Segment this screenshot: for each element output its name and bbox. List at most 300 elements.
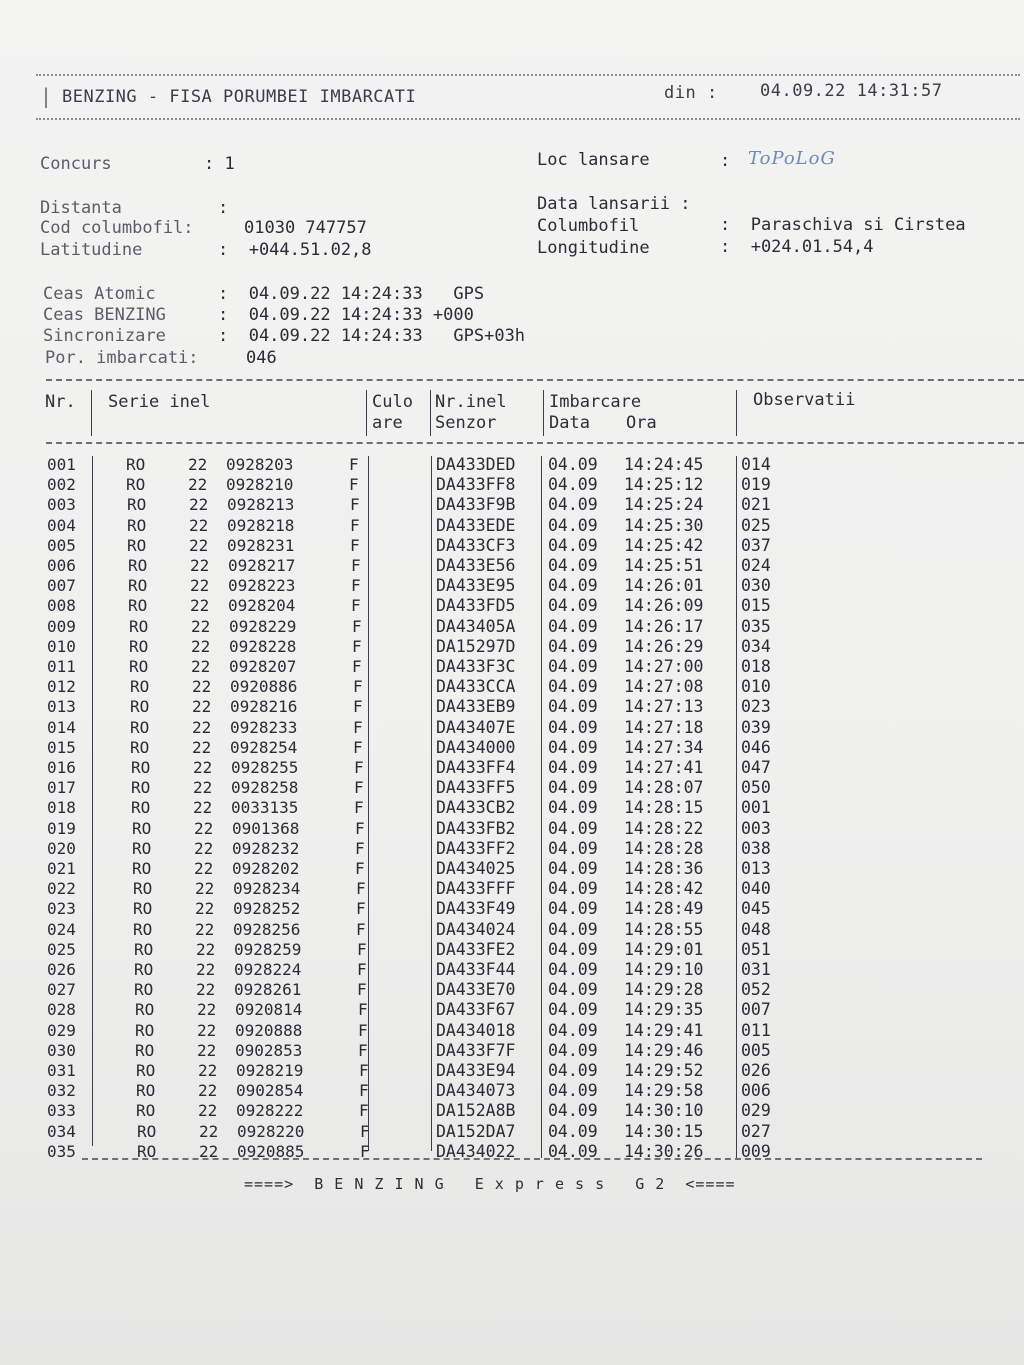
cell-time: 14:26:09 [624,596,704,615]
cell-time: 14:25:12 [624,475,704,494]
cell-date: 04.09 [548,455,598,474]
cell-obs: 018 [741,657,771,676]
cell-year: 22 [197,1041,217,1060]
cell-country: RO [133,899,153,918]
porumbei-imbarcati-value: 046 [246,348,277,368]
cell-date: 04.09 [548,516,598,535]
cell-obs: 011 [741,1021,771,1040]
col-divider-imbarcare [736,390,737,436]
cell-country: RO [134,960,154,979]
porumbei-imbarcati-label: Por. imbarcati: [45,348,199,368]
cell-senzor: DA433EB9 [436,697,516,716]
cell-year: 22 [199,1142,219,1161]
cell-senzor: DA152A8B [436,1101,516,1120]
cell-num: 0902853 [235,1041,303,1060]
cell-senzor: DA434018 [436,1021,516,1040]
cell-sex: F [358,1041,368,1060]
cell-obs: 005 [741,1041,771,1060]
cell-sex: F [350,536,360,555]
cell-year: 22 [190,596,210,615]
cell-country: RO [129,617,149,636]
table-row [0,1081,1024,1102]
cell-year: 22 [188,475,208,494]
cell-date: 04.09 [548,1000,598,1019]
cell-time: 14:28:15 [624,798,704,817]
table-row [0,697,1024,718]
table-row [0,899,1024,920]
cell-time: 14:29:52 [624,1061,704,1080]
th-data: Data [549,413,590,433]
cell-num: 0928229 [229,617,297,636]
cell-num: 0928233 [230,718,298,737]
cell-senzor: DA43407E [436,718,516,737]
cell-nr: 006 [47,556,76,575]
cell-time: 14:30:15 [624,1122,704,1141]
ceas-benzing-label: Ceas BENZING [43,305,166,325]
cell-senzor: DA433E70 [436,980,516,999]
cell-sex: F [359,1101,369,1120]
cell-sex: F [360,1142,370,1161]
cell-date: 04.09 [548,738,598,757]
cell-obs: 007 [741,1000,771,1019]
header-bottom-rule [36,118,1020,120]
cell-year: 22 [197,1000,217,1019]
cell-time: 14:28:28 [624,839,704,858]
col-divider-senzor [543,390,544,436]
cell-nr: 019 [47,819,76,838]
cell-nr: 017 [47,778,76,797]
cell-num: 0928204 [228,596,296,615]
din-value: 04.09.22 14:31:57 [760,81,943,101]
cell-date: 04.09 [548,637,598,656]
cell-year: 22 [196,980,216,999]
cell-obs: 014 [741,455,771,474]
cell-senzor: DA433F9B [436,495,516,514]
cell-time: 14:27:34 [624,738,704,757]
cell-num: 0928222 [236,1101,304,1120]
cell-nr: 015 [47,738,76,757]
cell-nr: 013 [47,697,76,716]
concurs-label: Concurs [40,154,112,174]
cell-num: 0928258 [231,778,299,797]
cell-nr: 032 [47,1081,76,1100]
cell-date: 04.09 [548,980,598,999]
cell-senzor: DA43405A [436,617,516,636]
cell-country: RO [135,1000,155,1019]
cell-nr: 001 [47,455,76,474]
cell-senzor: DA433F7F [436,1041,516,1060]
cell-obs: 009 [741,1142,771,1161]
cell-country: RO [136,1081,156,1100]
cell-senzor: DA433FF8 [436,475,516,494]
table-row [0,1000,1024,1021]
table-row [0,980,1024,1001]
cell-year: 22 [199,1122,219,1141]
cell-obs: 027 [741,1122,771,1141]
cell-year: 22 [191,657,211,676]
cell-obs: 006 [741,1081,771,1100]
cell-country: RO [131,798,151,817]
table-row [0,718,1024,739]
cell-country: RO [133,920,153,939]
cell-country: RO [129,657,149,676]
latitudine-label: Latitudine [40,240,143,260]
cell-nr: 011 [47,657,76,676]
cell-nr: 010 [47,637,76,656]
cell-num: 0928234 [233,879,301,898]
cell-sex: F [349,455,359,474]
cell-time: 14:30:26 [624,1142,704,1161]
cell-country: RO [130,738,150,757]
cell-nr: 009 [47,617,76,636]
cell-senzor: DA433EDE [436,516,516,535]
table-row [0,1021,1024,1042]
cell-date: 04.09 [548,657,598,676]
cell-num: 0928213 [227,495,295,514]
cell-date: 04.09 [548,617,598,636]
cell-sex: F [358,1021,368,1040]
cell-year: 22 [196,940,216,959]
cell-sex: F [350,516,360,535]
cell-date: 04.09 [548,920,598,939]
col-divider-culoare [430,390,431,436]
cell-obs: 040 [741,879,771,898]
cell-country: RO [131,758,151,777]
cell-sex: F [352,637,362,656]
cell-sex: F [355,859,365,878]
cell-time: 14:28:22 [624,819,704,838]
cell-country: RO [127,516,147,535]
cell-country: RO [135,1041,155,1060]
ceas-atomic-label: Ceas Atomic [43,284,156,304]
cell-obs: 045 [741,899,771,918]
cell-obs: 013 [741,859,771,878]
table-row [0,960,1024,981]
cell-time: 14:25:24 [624,495,704,514]
cell-time: 14:29:35 [624,1000,704,1019]
columbofil-label: Columbofil [537,216,640,236]
cell-senzor: DA433E95 [436,576,516,595]
cell-year: 22 [192,718,212,737]
cell-time: 14:27:08 [624,677,704,696]
cod-columbofil-value: 01030 747757 [244,218,367,238]
cell-country: RO [130,677,150,696]
cell-obs: 039 [741,718,771,737]
cell-nr: 035 [47,1142,76,1161]
cell-sex: F [351,576,361,595]
cell-date: 04.09 [548,697,598,716]
loc-lansare-handwritten: ToPoLoG [748,148,836,169]
cell-obs: 026 [741,1061,771,1080]
cell-num: 0928216 [230,697,298,716]
cell-time: 14:28:49 [624,899,704,918]
cell-nr: 034 [47,1122,76,1141]
cell-nr: 020 [47,839,76,858]
cell-obs: 030 [741,576,771,595]
cell-senzor: DA433CCA [436,677,516,696]
cell-date: 04.09 [548,536,598,555]
table-row [0,576,1024,597]
cell-sex: F [353,697,363,716]
cell-country: RO [126,455,146,474]
cell-obs: 037 [741,536,771,555]
cell-senzor: DA433F3C [436,657,516,676]
cell-num: 0928232 [232,839,300,858]
cell-nr: 012 [47,677,76,696]
header-left-bar: | [40,84,53,108]
cell-nr: 029 [47,1021,76,1040]
cell-senzor: DA434000 [436,738,516,757]
cell-senzor: DA433CF3 [436,536,516,555]
cell-year: 22 [198,1061,218,1080]
cell-sex: F [352,657,362,676]
th-serie-inel: Serie inel [108,392,211,412]
table-row [0,455,1024,476]
cell-country: RO [131,778,151,797]
distanta-value: : [218,198,229,218]
th-nr: Nr. [45,392,76,412]
ceas-benzing-value: : 04.09.22 14:24:33 +000 [218,305,474,325]
cell-country: RO [137,1122,157,1141]
table-row [0,1122,1024,1143]
cell-obs: 047 [741,758,771,777]
cell-nr: 030 [47,1041,76,1060]
cell-num: 0033135 [231,798,299,817]
cell-year: 22 [191,617,211,636]
cell-nr: 005 [47,536,76,555]
cell-num: 0928202 [232,859,300,878]
th-imbarcare: Imbarcare [549,392,642,412]
sincronizare-label: Sincronizare [43,326,166,346]
table-row [0,819,1024,840]
cell-sex: F [353,677,363,696]
cell-date: 04.09 [548,960,598,979]
cell-obs: 046 [741,738,771,757]
cell-sex: F [351,556,361,575]
cell-nr: 003 [47,495,76,514]
cell-date: 04.09 [548,576,598,595]
cell-nr: 018 [47,798,76,817]
cell-year: 22 [192,738,212,757]
cell-senzor: DA433FFF [436,879,516,898]
cell-year: 22 [198,1081,218,1100]
cell-num: 0928261 [234,980,302,999]
cell-country: RO [132,839,152,858]
cell-sex: F [352,617,362,636]
table-row [0,637,1024,658]
cell-time: 14:29:10 [624,960,704,979]
cell-country: RO [130,697,150,716]
table-header-rule [46,442,1024,444]
cell-nr: 002 [47,475,76,494]
cell-obs: 029 [741,1101,771,1120]
cell-nr: 028 [47,1000,76,1019]
cell-obs: 035 [741,617,771,636]
cell-date: 04.09 [548,1021,598,1040]
cell-sex: F [356,899,366,918]
cell-date: 04.09 [548,899,598,918]
cell-senzor: DA433FD5 [436,596,516,615]
cell-senzor: DA152DA7 [436,1122,516,1141]
cell-year: 22 [192,677,212,696]
col-divider-serie [366,390,367,436]
table-row [0,617,1024,638]
cell-date: 04.09 [548,758,598,777]
cell-year: 22 [191,637,211,656]
cell-country: RO [137,1142,157,1161]
columbofil-value: : Paraschiva si Cirstea [720,215,966,235]
distanta-label: Distanta [40,198,122,218]
cell-nr: 024 [47,920,76,939]
cell-num: 0920885 [237,1142,305,1161]
cell-time: 14:27:41 [624,758,704,777]
table-row [0,536,1024,557]
cell-date: 04.09 [548,879,598,898]
cell-nr: 007 [47,576,76,595]
cell-obs: 021 [741,495,771,514]
cell-time: 14:29:41 [624,1021,704,1040]
longitudine-value: : +024.01.54,4 [720,237,874,257]
cell-time: 14:27:18 [624,718,704,737]
cell-num: 0928224 [234,960,302,979]
table-row [0,677,1024,698]
table-row [0,1101,1024,1122]
cell-senzor: DA433CB2 [436,798,516,817]
cell-num: 0928219 [236,1061,304,1080]
cell-obs: 001 [741,798,771,817]
cell-senzor: DA433F44 [436,960,516,979]
cell-time: 14:28:07 [624,778,704,797]
cell-date: 04.09 [548,718,598,737]
cell-date: 04.09 [548,1142,598,1161]
cell-nr: 022 [47,879,76,898]
cell-sex: F [359,1081,369,1100]
din-label: din : [664,83,718,103]
cell-time: 14:29:01 [624,940,704,959]
cell-date: 04.09 [548,859,598,878]
cell-num: 0920888 [235,1021,303,1040]
concurs-value: : 1 [204,154,235,174]
cell-country: RO [128,596,148,615]
cell-sex: F [354,758,364,777]
cell-date: 04.09 [548,495,598,514]
table-row [0,778,1024,799]
cell-obs: 019 [741,475,771,494]
cell-time: 14:27:13 [624,697,704,716]
cell-senzor: DA434073 [436,1081,516,1100]
cell-senzor: DA433F49 [436,899,516,918]
sincronizare-value: : 04.09.22 14:24:33 GPS+03h [218,326,526,346]
cell-senzor: DA433FB2 [436,819,516,838]
cell-country: RO [129,637,149,656]
cell-num: 0928231 [227,536,295,555]
cell-num: 0928203 [226,455,294,474]
cell-sex: F [356,920,366,939]
col-divider-nr [91,390,92,436]
cell-senzor: DA433E94 [436,1061,516,1080]
cell-year: 22 [194,839,214,858]
cell-country: RO [135,1021,155,1040]
cell-nr: 033 [47,1101,76,1120]
cell-year: 22 [194,819,214,838]
cell-senzor: DA434025 [436,859,516,878]
table-row [0,495,1024,516]
page-title: BENZING - FISA PORUMBEI IMBARCATI [62,87,417,107]
cell-obs: 031 [741,960,771,979]
cell-year: 22 [190,556,210,575]
cell-sex: F [357,940,367,959]
cell-sex: F [360,1122,370,1141]
cell-num: 0928210 [226,475,294,494]
table-row [0,1061,1024,1082]
cell-year: 22 [193,758,213,777]
cell-obs: 048 [741,920,771,939]
cell-obs: 003 [741,819,771,838]
cell-date: 04.09 [548,677,598,696]
cell-num: 0902854 [236,1081,304,1100]
cell-num: 0928207 [229,657,297,676]
cell-senzor: DA433FF4 [436,758,516,777]
cell-date: 04.09 [548,1081,598,1100]
cell-num: 0920886 [230,677,298,696]
cell-nr: 023 [47,899,76,918]
cell-nr: 027 [47,980,76,999]
cell-obs: 015 [741,596,771,615]
cell-country: RO [126,475,146,494]
cell-sex: F [354,778,364,797]
cell-senzor: DA433E56 [436,556,516,575]
table-row [0,798,1024,819]
table-row [0,475,1024,496]
cell-senzor: DA433F67 [436,1000,516,1019]
cell-num: 0928217 [228,556,296,575]
cell-date: 04.09 [548,1041,598,1060]
cell-sex: F [354,798,364,817]
cell-year: 22 [197,1021,217,1040]
cell-senzor: DA433FF5 [436,778,516,797]
cell-sex: F [357,980,367,999]
table-row [0,556,1024,577]
th-ora: Ora [626,413,657,433]
th-culo: Culo [372,392,413,412]
cell-num: 0928218 [227,516,295,535]
cell-sex: F [355,819,365,838]
cell-nr: 008 [47,596,76,615]
cell-nr: 004 [47,516,76,535]
cell-country: RO [134,980,154,999]
cell-nr: 026 [47,960,76,979]
cell-senzor: DA434022 [436,1142,516,1161]
loc-lansare-label: Loc lansare [537,150,650,170]
cell-year: 22 [194,859,214,878]
cell-time: 14:25:51 [624,556,704,575]
cell-senzor: DA15297D [436,637,516,656]
table-row [0,920,1024,941]
table-row [0,859,1024,880]
cell-country: RO [127,495,147,514]
cell-time: 14:26:01 [624,576,704,595]
cell-time: 14:25:42 [624,536,704,555]
table-row [0,1041,1024,1062]
cell-time: 14:24:45 [624,455,704,474]
cell-country: RO [133,879,153,898]
cell-nr: 016 [47,758,76,777]
cell-num: 0928254 [230,738,298,757]
cell-date: 04.09 [548,940,598,959]
data-lansarii-label: Data lansarii : [537,194,691,214]
cell-senzor: DA434024 [436,920,516,939]
cell-time: 14:28:36 [624,859,704,878]
